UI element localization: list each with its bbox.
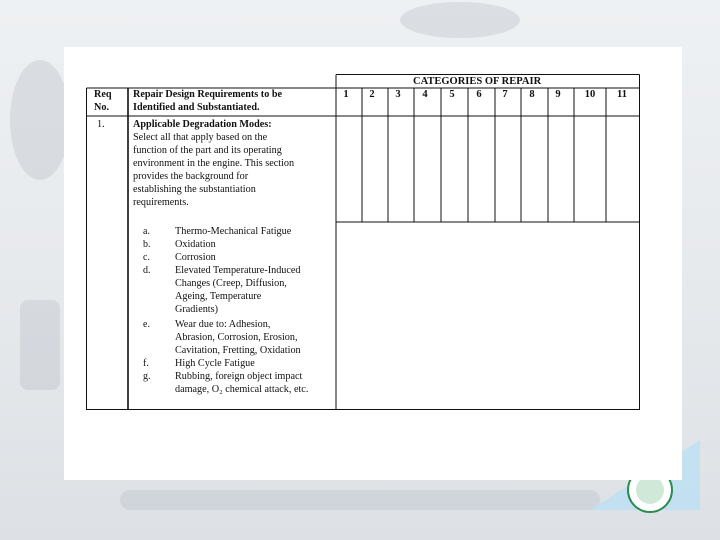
mode-text: Changes (Creep, Diffusion,	[175, 278, 287, 289]
description-line: function of the part and its operating	[133, 145, 282, 156]
mode-text: Abrasion, Corrosion, Erosion,	[175, 332, 298, 343]
description-line: Select all that apply based on the	[133, 132, 268, 143]
description-line: establishing the substantiation	[133, 184, 256, 195]
mode-text: Ageing, Temperature	[175, 291, 262, 302]
category-number-9: 9	[555, 89, 561, 100]
mode-text: High Cycle Fatigue	[175, 358, 255, 369]
mode-text: Rubbing, foreign object impact	[175, 371, 303, 382]
tablet-shape-left	[20, 300, 60, 390]
category-number-10: 10	[584, 89, 596, 100]
category-number-2: 2	[369, 89, 375, 100]
requirements-header-line2: Identified and Substantiated.	[133, 102, 260, 113]
engine-shape-left	[10, 60, 70, 180]
mode-text: Oxidation	[175, 239, 216, 250]
mode-letter: g.	[143, 371, 151, 382]
mode-letter: d.	[143, 265, 151, 276]
category-number-3: 3	[395, 89, 401, 100]
description-line: environment in the engine. This section	[133, 158, 295, 169]
mode-text: damage, O₂ chemical attack, etc.	[175, 384, 309, 395]
description-line: provides the background for	[133, 171, 249, 182]
category-number-11: 11	[617, 89, 627, 100]
category-number-1: 1	[343, 89, 349, 100]
mode-letter: e.	[143, 319, 150, 330]
category-number-6: 6	[476, 89, 482, 100]
category-number-5: 5	[449, 89, 455, 100]
mode-text: Elevated Temperature-Induced	[175, 265, 301, 276]
engine-shape-top	[400, 2, 520, 38]
mode-text: Cavitation, Fretting, Oxidation	[175, 345, 301, 356]
mode-text: Thermo-Mechanical Fatigue	[175, 226, 292, 237]
category-number-8: 8	[529, 89, 535, 100]
category-number-4: 4	[422, 89, 428, 100]
mode-text: Corrosion	[175, 252, 216, 263]
category-number-7: 7	[502, 89, 508, 100]
categories-of-repair-title: CATEGORIES OF REPAIR	[413, 76, 542, 87]
requirements-header-line1: Repair Design Requirements to be	[133, 89, 283, 100]
description-line: requirements.	[133, 197, 189, 208]
mode-letter: b.	[143, 239, 151, 250]
req-header-line1: Req	[94, 89, 112, 100]
mode-text: Wear due to: Adhesion,	[175, 319, 271, 330]
mode-letter: a.	[143, 226, 150, 237]
req-header-line2: No.	[94, 102, 109, 113]
mode-text: Gradients)	[175, 304, 218, 315]
mode-letter: c.	[143, 252, 150, 263]
row-req-number: 1.	[97, 119, 105, 130]
mode-letter: f.	[143, 358, 149, 369]
agency-logo-inner-icon	[636, 476, 664, 504]
row-title: Applicable Degradation Modes:	[133, 119, 272, 130]
aircraft-shape-bottom	[120, 490, 600, 510]
